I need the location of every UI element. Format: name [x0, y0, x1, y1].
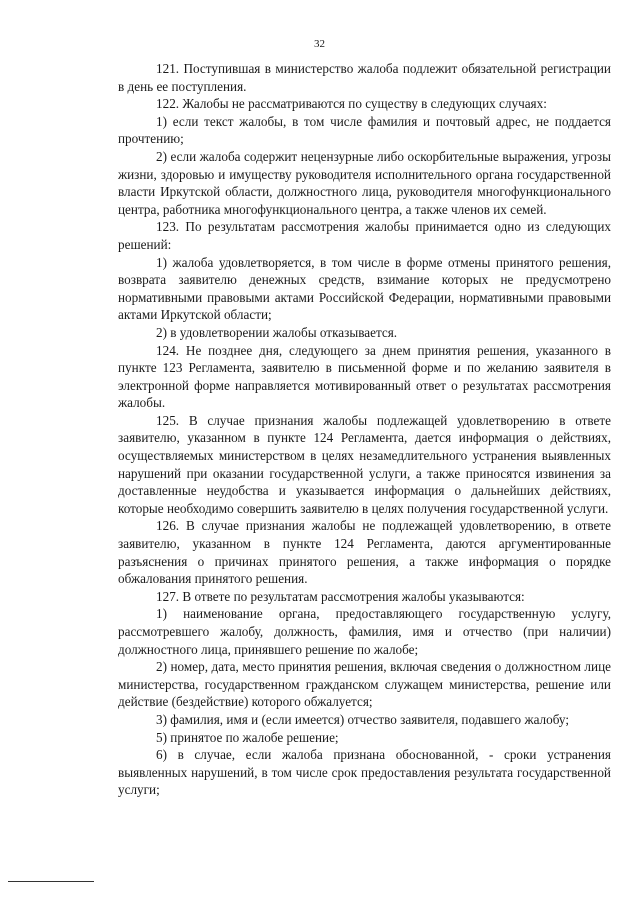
paragraph-124: 124. Не позднее дня, следующего за днем принятия решения, указанного в пункте 123 Регламента, заявителю в письменной форме и по желанию заявителя в электронной форме направляется мотивированный ответ о результатах рассмотрения жалобы. — [118, 342, 611, 411]
paragraph-123-item-2: 2) в удовлетворении жалобы отказывается. — [156, 324, 398, 340]
page-number: 32 — [314, 38, 325, 50]
paragraph-127-item-3: 3) фамилия, имя и (если имеется) отчество заявителя, подавшего жалобу; — [156, 711, 569, 727]
paragraph-127-item-2: 2) номер, дата, место принятия решения, включая сведения о должностном лице министерства, государственном гражданском служащем министерства, решение или действие (бездействие) которого обжалуется; — [118, 659, 611, 710]
document-body — [118, 60, 611, 799]
paragraph-127: 127. В ответе по результатам рассмотрения жалобы указываются: — [156, 588, 525, 604]
paragraph-122-item-2: 2) если жалоба содержит нецензурные либо оскорбительные выражения, угрозы жизни, здоровью и имуществу руководителя исполнительного органа государственной власти Иркутской области, должностного лица, руководителя многофункционального центра, работника многофункционального центра, а также членов их семей. — [118, 148, 611, 217]
paragraph-121: 121. Поступившая в министерство жалоба подлежит обязательной регистрации в день ее поступления. — [118, 61, 611, 94]
paragraph-127-item-5: 5) принятое по жалобе решение; — [156, 729, 339, 745]
paragraph-126: 126. В случае признания жалобы не подлежащей удовлетворению, в ответе заявителю, указанном в пункте 124 Регламента, даются аргументированные разъяснения о причинах принятого решения, а также информация о порядке обжалования принятого решения. — [118, 518, 611, 587]
paragraph-123: 123. По результатам рассмотрения жалобы принимается одно из следующих решений: — [118, 219, 611, 252]
paragraph-127-item-1: 1) наименование органа, предоставляющего государственную услугу, рассмотревшего жалобу, должность, фамилия, имя и отчество (при наличии) должностного лица, принявшего решение по жалобе; — [118, 606, 611, 657]
paragraph-127-item-6: 6) в случае, если жалоба признана обоснованной, - сроки устранения выявленных нарушений, в том числе срок предоставления результата государственной услуги; — [118, 747, 611, 798]
paragraph-122: 122. Жалобы не рассматриваются по существу в следующих случаях: — [156, 96, 547, 112]
paragraph-122-item-1: 1) если текст жалобы, в том числе фамилия и почтовый адрес, не поддается прочтению; — [118, 113, 611, 147]
paragraph-123-item-1: 1) жалоба удовлетворяется, в том числе в форме отмены принятого решения, возврата заявителю денежных средств, взимание которых не предусмотрено нормативными правовыми актами Российской Федерации, нормативными правовыми актами Иркутской области; — [118, 254, 611, 323]
footnote-divider — [8, 881, 94, 882]
paragraph-125: 125. В случае признания жалобы подлежащей удовлетворению в ответе заявителю, указанном в пункте 124 Регламента, дается информация о действиях, осуществляемых министерством в целях незамедлительного устранения выявленных нарушений при оказании государственной услуги, а также приносятся извинения за доставленные неудобства и указывается информация о дальнейших действиях, которые необходимо совершить заявителю в целях получения государственной услуги. — [118, 412, 611, 516]
